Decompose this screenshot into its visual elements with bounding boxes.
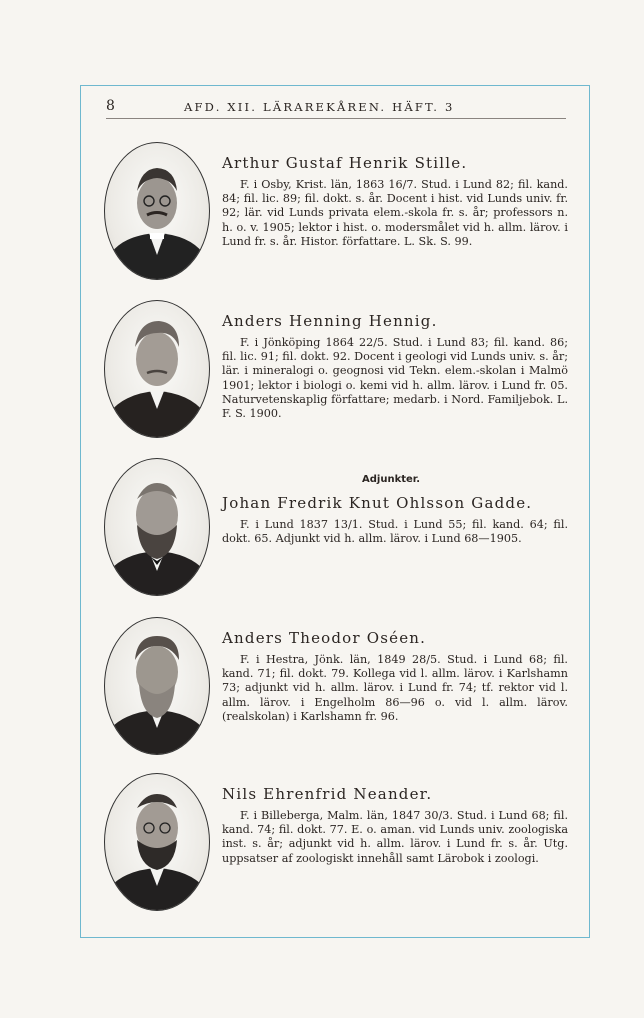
biography-text: F. i Hestra, Jönk. län, 1849 28/5. Stud. i Lund 68; fil. kand. 71; fil. dokt. 79. Kollega vid l. allm. lärov. i Karlshamn 73; adjunkt vid h. allm. lärov. i Lund fr. 74; tf. rektor vid l. allm. lärov. i Engelholm 86—96 o. vid l. allm. lärov. (realskolan) i Karlshamn fr. 96. [222,653,568,723]
running-title: AFD. XII. LÄRAREKÅREN. HÄFT. 3 [184,100,455,114]
person-name: Nils Ehrenfrid Neander. [222,785,433,803]
person-name: Arthur Gustaf Henrik Stille. [222,154,468,172]
portrait-icon [105,774,209,910]
section-label: Adjunkter. [362,474,421,485]
portrait-icon [105,143,209,279]
biography-text: F. i Billeberga, Malm. län, 1847 30/3. Stud. i Lund 68; fil. kand. 74; fil. dokt. 77. E. o. aman. vid Lunds univ. zoologiska inst. s. år; adjunkt vid h. allm. lärov. i Lund fr. s. år. Utg. uppsatser af zoologiskt innehåll samt Lärobok i zoologi. [222,809,568,865]
portrait-icon [105,459,209,595]
biography-text: F. i Lund 1837 13/1. Stud. i Lund 55; fil. kand. 64; fil. dokt. 65. Adjunkt vid h. allm. lärov. i Lund 68—1905. [222,518,568,546]
portrait-photo [104,458,210,596]
portrait-icon [105,301,209,437]
biography-text: F. i Jönköping 1864 22/5. Stud. i Lund 83; fil. kand. 86; fil. lic. 91; fil. dokt. 92. Docent i geologi vid Lunds univ. s. år; lär. i mineralogi o. geognosi vid Tekn. elem.-skolan i Malmö 1901; lektor i biologi o. kemi vid h. allm. lärov. i Lund fr. 05. Naturvetenskaplig författare; medarb. i Nord. Familjebok. L. F. S. 1900. [222,336,568,421]
portrait-icon [105,618,209,754]
biography-text: F. i Osby, Krist. län, 1863 16/7. Stud. i Lund 82; fil. kand. 84; fil. lic. 89; fil. dokt. s. år. Docent i hist. vid Lunds univ. fr. 92; lär. vid Lunds privata elem.-skola fr. s. år; professors n. h. o. v. 1905; lektor i hist. o. modersmålet vid h. allm. lärov. i Lund fr. s. år. Histor. författare. L. Sk. S. 99. [222,178,568,248]
portrait-photo [104,300,210,438]
portrait-photo [104,773,210,911]
person-name: Johan Fredrik Knut Ohlsson Gadde. [222,494,533,512]
person-name: Anders Theodor Oséen. [222,629,427,647]
portrait-photo [104,142,210,280]
page-header [106,96,566,119]
person-name: Anders Henning Hennig. [222,312,438,330]
portrait-photo [104,617,210,755]
page-number: 8 [106,98,115,114]
